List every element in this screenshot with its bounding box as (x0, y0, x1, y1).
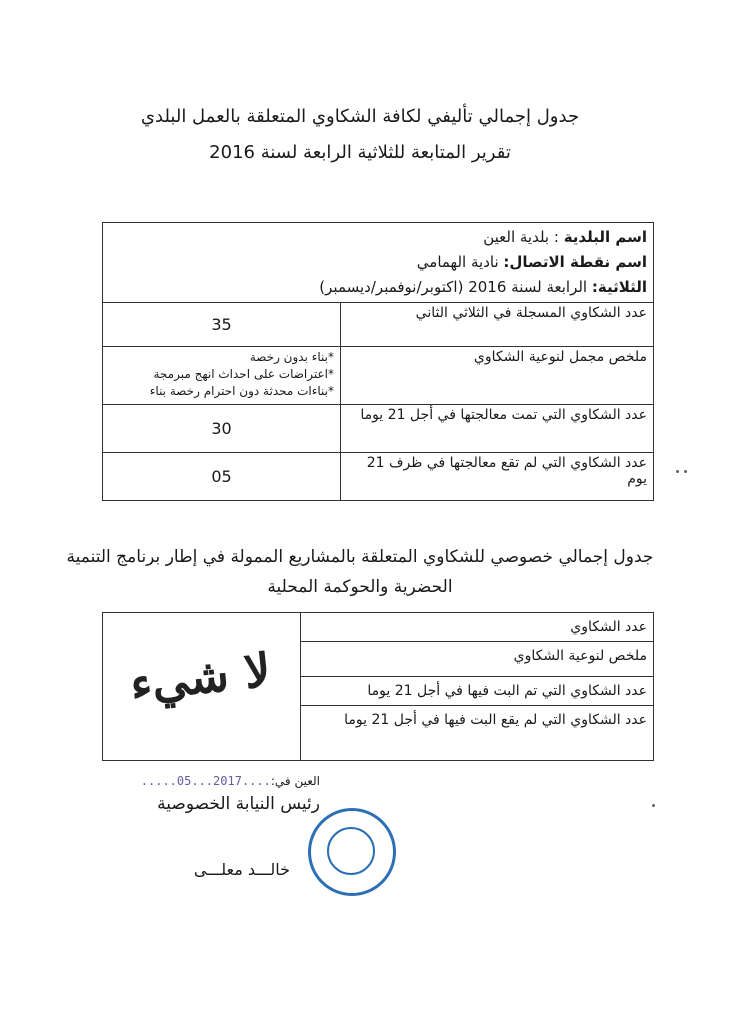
row-value: 35 (103, 303, 341, 347)
table-row (103, 613, 654, 642)
row-label: عدد الشكاوي التي تمت معالجتها في أجل 21 يوما (341, 405, 654, 453)
row-label: عدد الشكاوي التي لم يقع البت فيها في أجل 21 يوما (301, 706, 654, 761)
row-label: عدد الشكاوي التي تم البت فيها في أجل 21 يوما (301, 677, 654, 706)
handwritten-note: لا شيء (127, 642, 274, 712)
document-title: جدول إجمالي تأليفي لكافة الشكاوي المتعلقة بالعمل البلدي (140, 106, 580, 127)
signatory-role: رئيس النيابة الخصوصية (157, 794, 320, 814)
complaint-types-cell (103, 347, 341, 405)
row-label: ملخص لنوعية الشكاوي (301, 642, 654, 677)
table-row (103, 303, 654, 347)
date-value: ....2017...05..... (140, 774, 271, 788)
table-row (103, 405, 654, 453)
note-item: *بناءات محدثة دون احترام رخصة بناء (149, 384, 334, 398)
scan-speck (676, 470, 679, 473)
row-value: 05 (103, 453, 341, 501)
info-cell (103, 223, 654, 303)
table-row (103, 347, 654, 405)
contact-value: نادية الهمامي (416, 253, 504, 271)
table-row (103, 223, 654, 303)
scan-speck (684, 470, 687, 473)
place-date (140, 774, 320, 788)
municipality-value: : بلدية العين (483, 228, 564, 246)
section-title: جدول إجمالي خصوصي للشكاوي المتعلقة بالمشاريع الممولة في إطار برنامج التنمية الحضرية والحوكمة المحلية (66, 547, 654, 597)
quarter-label: الثلاثية: (591, 278, 647, 296)
table-row (103, 453, 654, 501)
place-label: العين في: (270, 774, 320, 788)
municipal-seal-icon (308, 808, 396, 896)
note-item: *اعتراضات على احداث انهج مبرمجة (153, 367, 334, 381)
note-item: *بناء بدون رخصة (249, 350, 334, 364)
row-value: 30 (103, 405, 341, 453)
row-label: عدد الشكاوي (301, 613, 654, 642)
signatory-name: خالـــد معلـــى (193, 860, 290, 879)
quarter-value: الرابعة لسنة 2016 (اكتوبر/نوفمبر/ديسمبر) (319, 278, 592, 296)
municipality-label: اسم البلدية (563, 228, 647, 246)
summary-table (102, 222, 654, 501)
row-label: ملخص مجمل لنوعية الشكاوي (341, 347, 654, 405)
scan-speck (652, 804, 655, 807)
row-label: عدد الشكاوي التي لم تقع معالجتها في ظرف 21 يوم (341, 453, 654, 501)
document-subtitle: تقرير المتابعة للثلاثية الرابعة لسنة 2016 (209, 142, 511, 163)
row-label: عدد الشكاوي المسجلة في الثلاثي الثاني (341, 303, 654, 347)
contact-label: اسم نقطة الاتصال: (503, 253, 647, 271)
